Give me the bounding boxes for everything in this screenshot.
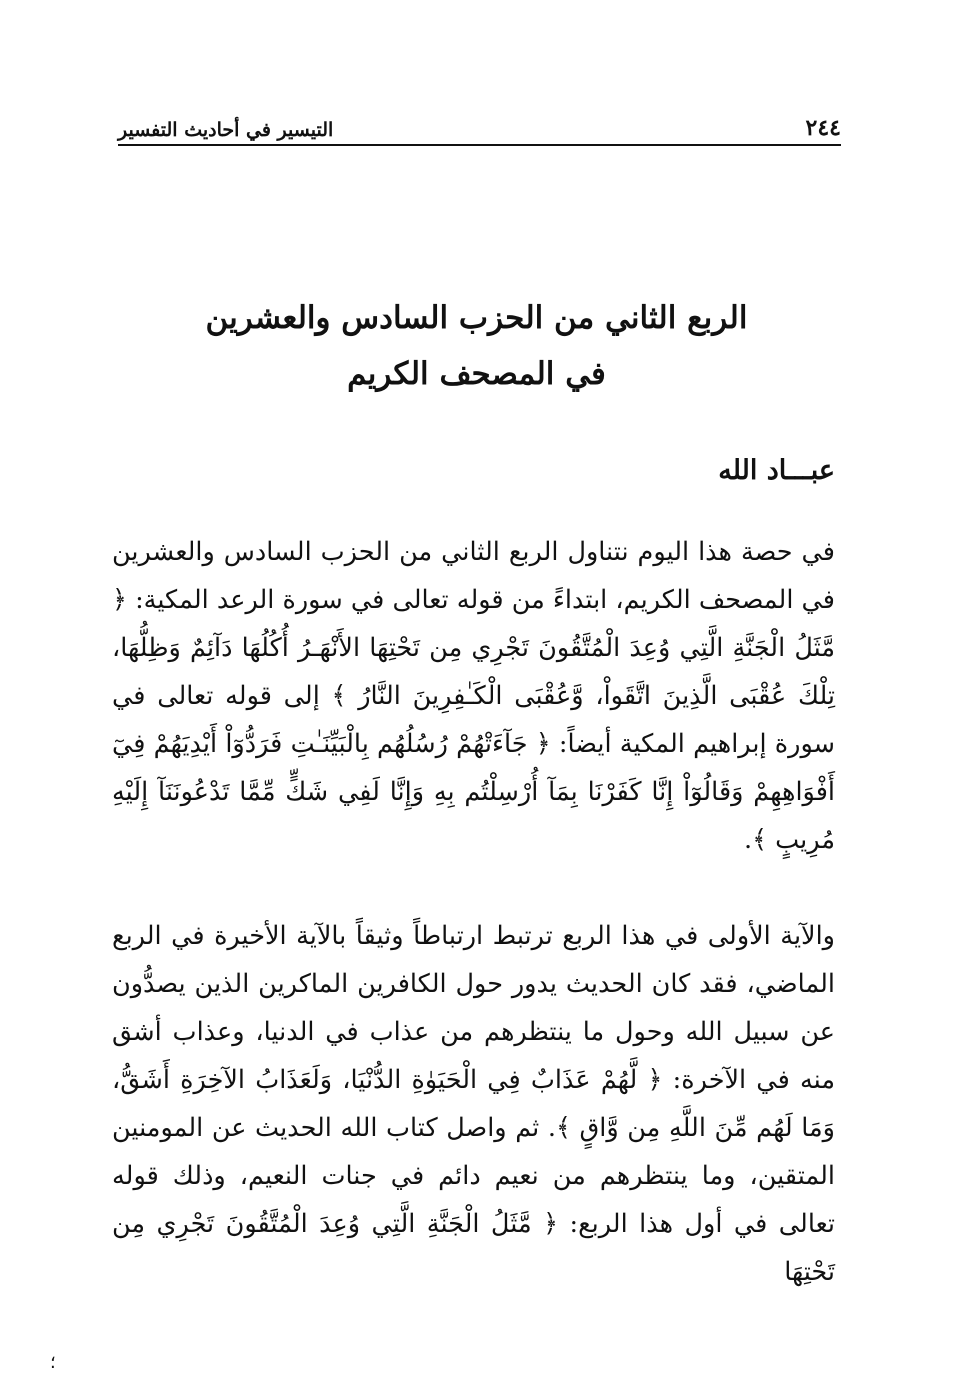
book-title: التيسير في أحاديث التفسير [118, 119, 334, 141]
running-header [118, 110, 841, 146]
paragraph-2: والآية الأولى في هذا الربع ترتبط ارتباطاً وثيقاً بالآية الأخيرة في الربع الماضي، فقد كان الحديث يدور حول الكافرين الماكرين الذين يصدُّون عن سبيل الله وحول ما ينتظرهم من عذاب في الدنيا، وعذاب أشق منه في الآخرة: ﴿ لَّهُمْ عَذَابٌ فِي الْحَيَوٰةِ الدُّنْيَا، وَلَعَذَابُ الآخِرَةِ أَشَقُّ، وَمَا لَهُم مِّنَ اللَّهِ مِن وَّاقٍ ﴾. ثم واصل كتاب الله الحديث عن المومنين المتقين، وما ينتظرهم من نعيم دائم في جنات النعيم، وذلك قوله تعالى في أول هذا الربع: ﴿ مَّثَلُ الْجَنَّةِ الَّتِي وُعِدَ الْمُتَّقُونَ تَجْرِي مِن تَحْتِهَا [112, 921, 835, 1287]
chapter-title-line-1: الربع الثاني من الحزب السادس والعشرين [205, 300, 748, 336]
paragraph-1: في حصة هذا اليوم نتناول الربع الثاني من الحزب السادس والعشرين في المصحف الكريم، ابتداءً من قوله تعالى في سورة الرعد المكية: ﴿ مَّثَلُ الْجَنَّةِ الَّتِي وُعِدَ الْمُتَّقُونَ تَجْرِي مِن تَحْتِهَا الأَنْهَـرُ أُكُلُهَا دَآئِمٌ وَظِلُّهَا، تِلْكَ عُقْبَى الَّذِينَ اتَّقَواْ، وَّعُقْبَى الْكَـٰفِرِينَ النَّارُ ﴾ إلى قوله تعالى في سورة إبراهيم المكية أيضاً: ﴿ جَآءَتْهُمْ رُسُلُهُم بِالْبَيِّنَـٰتِ فَرَدُّوٓاْ أَيْدِيَهُمْ فِيٓ أَفْوَاهِهِمْ وَقَالُوٓاْ إِنَّا كَفَرْنَا بِمَآ أُرْسِلْتُم بِهِ وَإِنَّا لَفِي شَكٍّ مِّمَّا تَدْعُونَنَآ إِلَيْهِ مُرِيبٍ ﴾. [112, 537, 835, 855]
footer-mark: ؛ [50, 1352, 56, 1373]
page-number: ٢٤٤ [805, 115, 841, 141]
chapter-title-line-2: في المصحف الكريم [347, 356, 606, 392]
section-heading: عبـــاد الله [718, 455, 835, 486]
chapter-title [100, 290, 853, 402]
